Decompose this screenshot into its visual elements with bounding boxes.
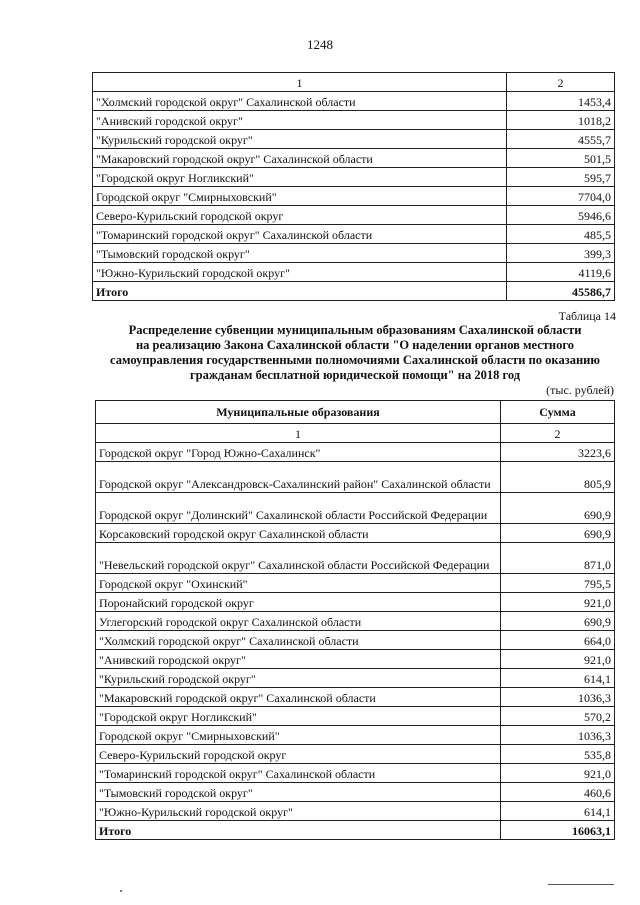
- amount-value: 921,0: [501, 650, 615, 669]
- amount-value: 1036,3: [501, 688, 615, 707]
- municipality-name: "Невельский городской округ" Сахалинской области Российской Федерации: [96, 543, 501, 574]
- amount-value: 690,9: [501, 612, 615, 631]
- amount-value: 805,9: [501, 462, 615, 493]
- municipality-name: "Южно-Курильский городской округ": [93, 263, 507, 282]
- amount-value: 664,0: [501, 631, 615, 650]
- table-row: [93, 149, 615, 168]
- municipality-name: "Тымовский городской округ": [93, 244, 507, 263]
- table-row: [96, 543, 615, 574]
- municipality-name: "Томаринский городской округ" Сахалинской области: [93, 225, 507, 244]
- table-row: [96, 650, 615, 669]
- title-line: гражданам бесплатной юридической помощи" на 2018 год: [189, 368, 521, 382]
- municipality-name: "Южно-Курильский городской округ": [96, 802, 501, 821]
- amount-value: 1453,4: [507, 92, 615, 111]
- municipality-name: "Анивский городской округ": [93, 111, 507, 130]
- table-row: [96, 443, 615, 462]
- amount-value: 535,8: [501, 745, 615, 764]
- amount-value: 4119,6: [507, 263, 615, 282]
- column-number-row: [96, 424, 615, 443]
- municipality-name: Городской округ "Долинский" Сахалинской области Российской Федерации: [96, 493, 501, 524]
- title-line: на реализацию Закона Сахалинской области "О наделении органов местного: [135, 338, 574, 352]
- municipality-name: "Анивский городской округ": [96, 650, 501, 669]
- table-row: [96, 462, 615, 493]
- total-row: [93, 282, 615, 301]
- table-row: [96, 493, 615, 524]
- header-municipalities: Муниципальные образования: [96, 401, 501, 424]
- municipality-name: "Городской округ Ногликский": [96, 707, 501, 726]
- subvention-table-continued: [92, 72, 615, 301]
- table-row: [96, 745, 615, 764]
- table-row: [93, 111, 615, 130]
- municipality-name: "Холмский городской округ" Сахалинской области: [93, 92, 507, 111]
- amount-value: 1036,3: [501, 726, 615, 745]
- table-row: [96, 707, 615, 726]
- amount-value: 921,0: [501, 593, 615, 612]
- amount-value: 7704,0: [507, 187, 615, 206]
- municipality-name: "Макаровский городской округ" Сахалинской области: [93, 149, 507, 168]
- table-row: [96, 574, 615, 593]
- amount-value: 3223,6: [501, 443, 615, 462]
- municipality-name: Городской округ "Александровск-Сахалинский район" Сахалинской области: [96, 462, 501, 493]
- amount-value: 690,9: [501, 524, 615, 543]
- amount-value: 485,5: [507, 225, 615, 244]
- municipality-name: "Тымовский городской округ": [96, 783, 501, 802]
- municipality-name: Корсаковский городской округ Сахалинской области: [96, 524, 501, 543]
- table-row: [96, 764, 615, 783]
- table-row: [93, 244, 615, 263]
- table-row: [93, 187, 615, 206]
- amount-value: 871,0: [501, 543, 615, 574]
- table-row: [96, 726, 615, 745]
- table-row: [96, 631, 615, 650]
- column-number-2: 2: [507, 73, 615, 92]
- amount-value: 1018,2: [507, 111, 615, 130]
- municipality-name: "Макаровский городской округ" Сахалинской области: [96, 688, 501, 707]
- scan-artifact-line: [548, 884, 614, 885]
- amount-value: 570,2: [501, 707, 615, 726]
- table-row: [96, 669, 615, 688]
- municipality-name: "Городской округ Ногликский": [93, 168, 507, 187]
- table-row: [96, 593, 615, 612]
- column-number-1: 1: [93, 73, 507, 92]
- municipality-name: Городской округ "Охинский": [96, 574, 501, 593]
- amount-value: 5946,6: [507, 206, 615, 225]
- municipality-name: Поронайский городской округ: [96, 593, 501, 612]
- municipality-name: "Курильский городской округ": [93, 130, 507, 149]
- unit-label: (тыс. рублей): [546, 383, 614, 397]
- table-row: [93, 92, 615, 111]
- total-value: 16063,1: [501, 821, 615, 840]
- municipality-name: Городской округ "Смирныховский": [96, 726, 501, 745]
- subvention-table-14: [95, 400, 615, 840]
- municipality-name: Северо-Курильский городской округ: [96, 745, 501, 764]
- municipality-name: "Томаринский городской округ" Сахалинской области: [96, 764, 501, 783]
- total-label: Итого: [93, 282, 507, 301]
- column-number-1: 1: [96, 424, 501, 443]
- table-row: [96, 783, 615, 802]
- table-row: [93, 168, 615, 187]
- total-row: [96, 821, 615, 840]
- header-row: [96, 401, 615, 424]
- column-number-2: 2: [501, 424, 615, 443]
- total-label: Итого: [96, 821, 501, 840]
- amount-value: 921,0: [501, 764, 615, 783]
- title-line: самоуправления государственными полномочиями Сахалинской области по оказанию: [110, 353, 600, 367]
- table-row: [93, 225, 615, 244]
- table-label: Таблица 14: [558, 309, 616, 323]
- amount-value: 399,3: [507, 244, 615, 263]
- amount-value: 595,7: [507, 168, 615, 187]
- amount-value: 614,1: [501, 669, 615, 688]
- amount-value: 690,9: [501, 493, 615, 524]
- municipality-name: Северо-Курильский городской округ: [93, 206, 507, 225]
- page-number: 1248: [307, 37, 333, 52]
- table-row: [96, 688, 615, 707]
- table-row: [93, 206, 615, 225]
- table-row: [96, 524, 615, 543]
- table-row: [93, 130, 615, 149]
- table-row: [93, 263, 615, 282]
- municipality-name: "Холмский городской округ" Сахалинской области: [96, 631, 501, 650]
- title-line: Распределение субвенции муниципальным образованиям Сахалинской области: [128, 323, 582, 337]
- header-sum: Сумма: [501, 401, 615, 424]
- table-row: [96, 612, 615, 631]
- municipality-name: Городской округ "Город Южно-Сахалинск": [96, 443, 501, 462]
- amount-value: 614,1: [501, 802, 615, 821]
- amount-value: 460,6: [501, 783, 615, 802]
- amount-value: 4555,7: [507, 130, 615, 149]
- table-row: [96, 802, 615, 821]
- column-number-row: [93, 73, 615, 92]
- amount-value: 501,5: [507, 149, 615, 168]
- municipality-name: "Курильский городской округ": [96, 669, 501, 688]
- municipality-name: Углегорский городской округ Сахалинской области: [96, 612, 501, 631]
- total-value: 45586,7: [507, 282, 615, 301]
- municipality-name: Городской округ "Смирныховский": [93, 187, 507, 206]
- table-title: [90, 323, 620, 383]
- scan-artifact-dot: [120, 890, 122, 892]
- amount-value: 795,5: [501, 574, 615, 593]
